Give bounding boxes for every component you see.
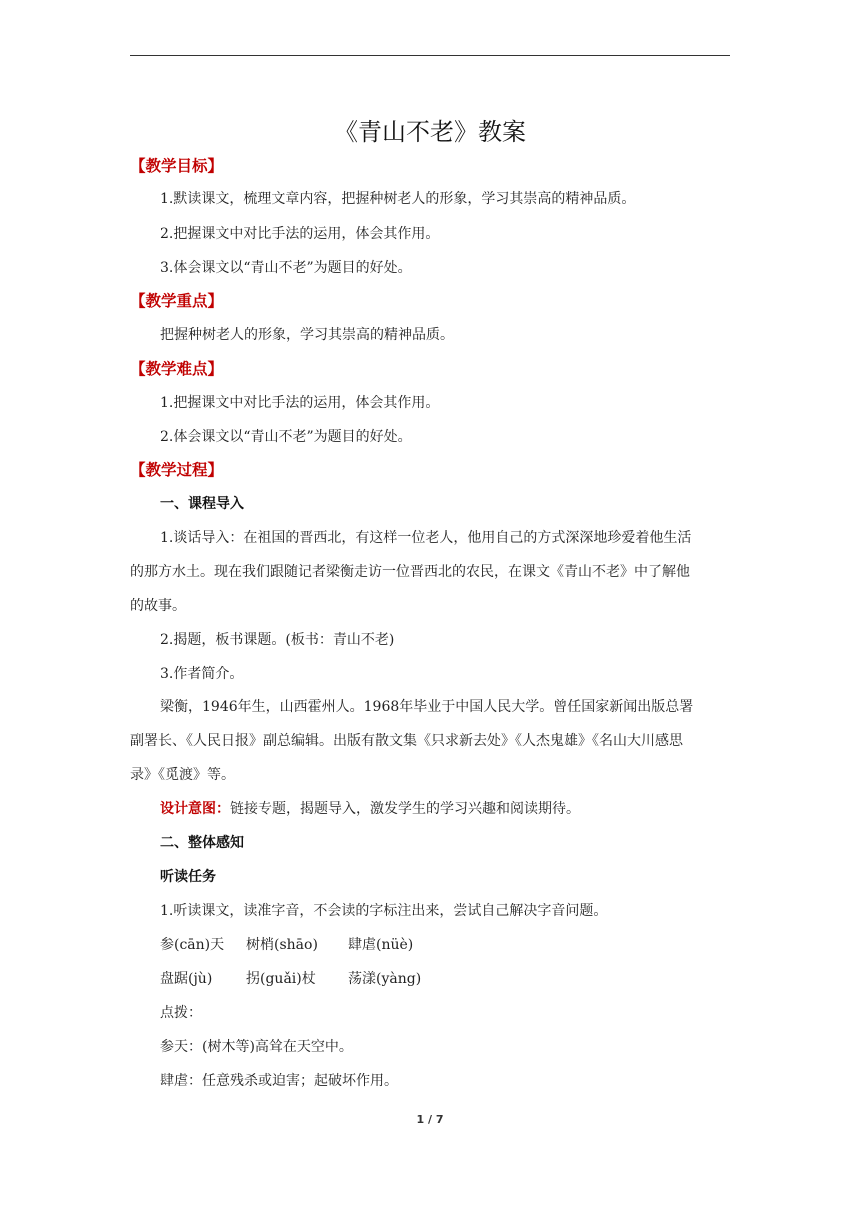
difficulty-item: 1.把握课文中对比手法的运用，体会其作用。 <box>160 395 440 411</box>
key-text: 把握种树老人的形象，学习其崇高的精神品质。 <box>160 327 454 343</box>
document-title: 《青山不老》教案 <box>334 118 526 146</box>
author-line: 副署长、《人民日报》副总编辑。出版有散文集《只求新去处》《人杰鬼雄》《名山大川感思 <box>130 733 683 749</box>
item-3: 3.作者简介。 <box>160 666 244 682</box>
intro-line: 的那方水土。现在我们跟随记者梁衡走访一位晋西北的农民，在课文《青山不老》中了解他 <box>130 564 690 580</box>
goal-item: 3.体会课文以“青山不老”为题目的好处。 <box>160 260 412 276</box>
intro-line: 1.谈话导入：在祖国的晋西北，有这样一位老人，他用自己的方式深深地珍爱着他生活 <box>160 530 692 546</box>
author-line: 梁衡，1946年生，山西霍州人。1968年毕业于中国人民大学。曾任国家新闻出版总署 <box>160 699 694 715</box>
difficulty-item: 2.体会课文以“青山不老”为题目的好处。 <box>160 429 412 445</box>
pinyin-word: 荡漾(yàng) <box>348 971 422 987</box>
author-line: 录》《觅渡》等。 <box>130 767 235 783</box>
listen-item: 1.听读课文，读准字音，不会读的字标注出来，尝试自己解决字音问题。 <box>160 903 608 919</box>
intro-line: 的故事。 <box>130 598 186 614</box>
pinyin-word: 肆虐(nüè) <box>348 937 414 953</box>
design-label: 设计意图： <box>160 801 230 817</box>
process-heading: 【教学过程】 <box>130 461 224 479</box>
listen-title: 听读任务 <box>160 869 216 885</box>
pinyin-word: 参(cān)天 <box>160 937 225 953</box>
part2-title: 二、整体感知 <box>160 835 244 851</box>
goals-heading: 【教学目标】 <box>130 157 224 175</box>
tip-line: 参天：(树木等)高耸在天空中。 <box>160 1039 353 1055</box>
page-number: 1 / 7 <box>416 1113 444 1126</box>
header-rule <box>130 55 730 56</box>
pinyin-word: 树梢(shāo) <box>246 937 318 953</box>
tip-line: 肆虐：任意残杀或迫害；起破坏作用。 <box>160 1073 398 1089</box>
pinyin-word: 盘踞(jù) <box>160 971 213 987</box>
pinyin-word: 拐(guǎi)杖 <box>246 971 316 987</box>
part1-title: 一、课程导入 <box>160 496 244 512</box>
design-intent <box>160 799 730 819</box>
design-text: 链接专题，揭题导入，激发学生的学习兴趣和阅读期待。 <box>230 801 580 817</box>
tip-label: 点拨： <box>160 1005 202 1021</box>
difficulty-heading: 【教学难点】 <box>130 360 224 378</box>
key-heading: 【教学重点】 <box>130 292 224 310</box>
goal-item: 2.把握课文中对比手法的运用，体会其作用。 <box>160 226 440 242</box>
item-2: 2.揭题，板书课题。(板书：青山不老) <box>160 632 395 648</box>
goal-item: 1.默读课文，梳理文章内容，把握种树老人的形象，学习其崇高的精神品质。 <box>160 191 636 207</box>
